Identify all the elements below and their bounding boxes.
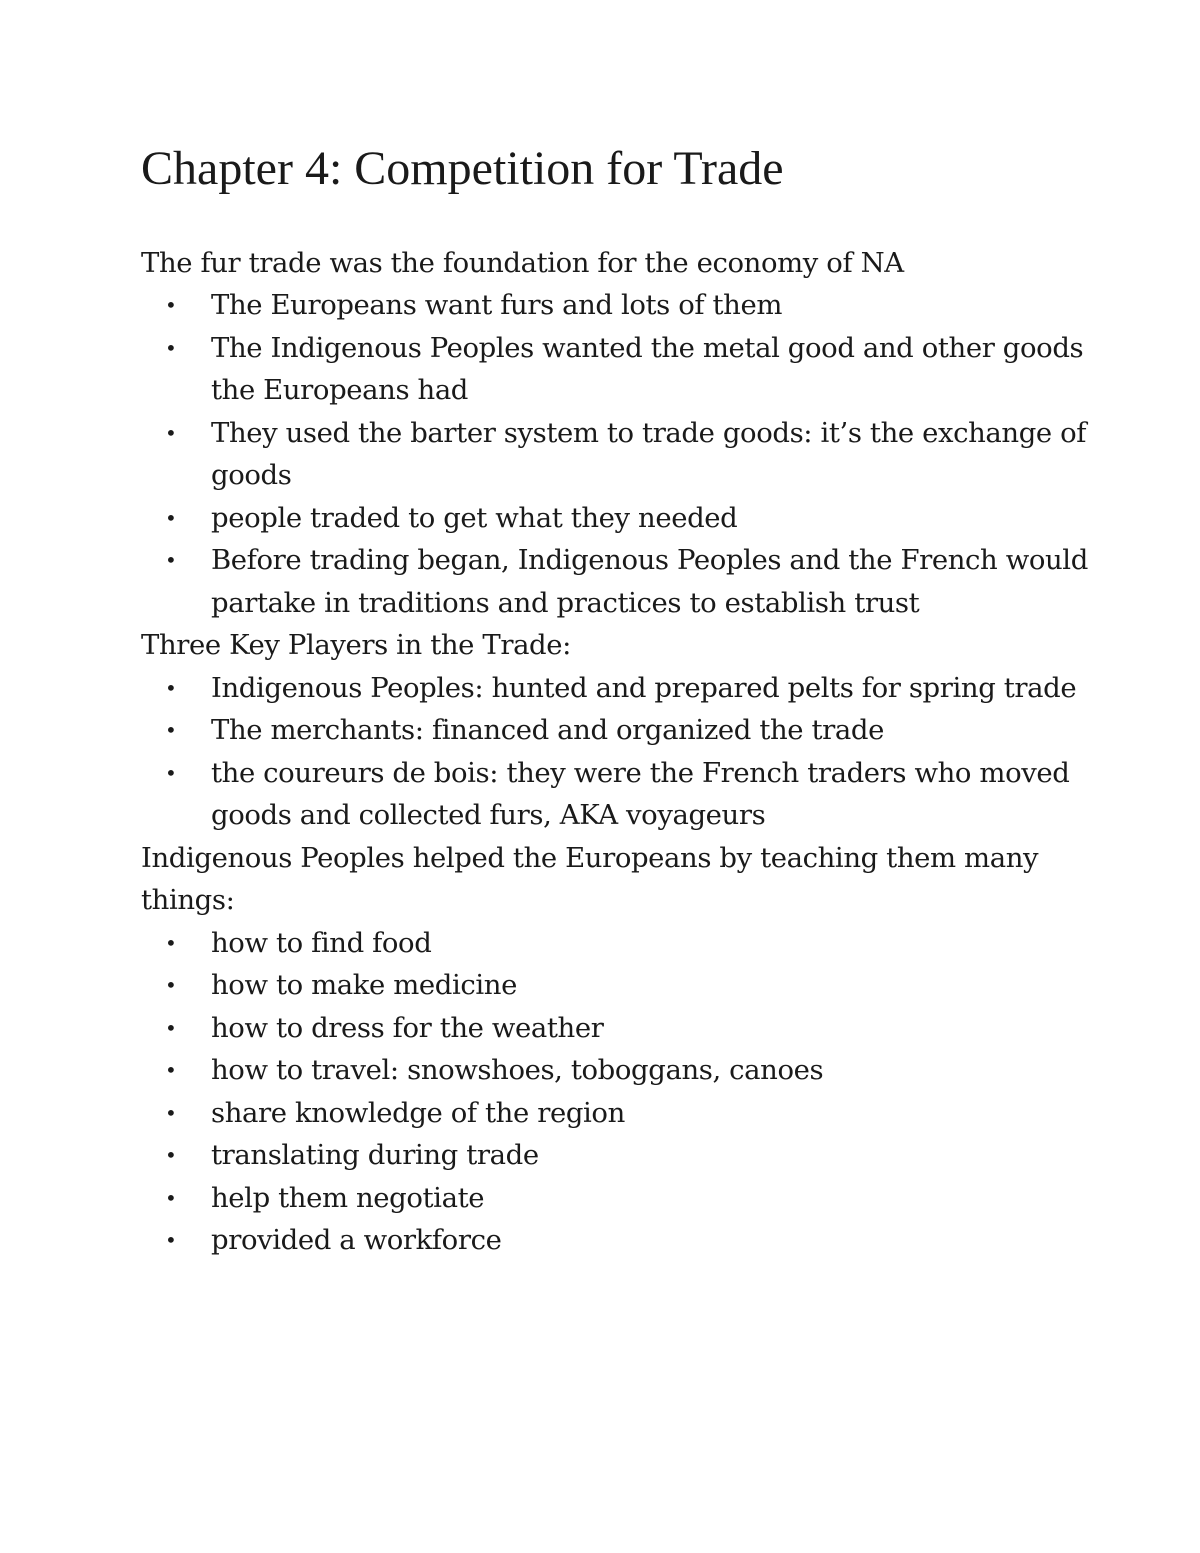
list-item <box>165 1177 1101 1220</box>
list-item-text: help them negotiate <box>211 1181 485 1214</box>
bullet-icon: • <box>165 930 177 955</box>
bullet-icon: • <box>165 335 177 360</box>
list-item <box>165 497 1101 540</box>
list-item <box>165 667 1101 710</box>
bullet-icon: • <box>165 1185 177 1210</box>
bullet-icon: • <box>165 760 177 785</box>
section-intro: Indigenous Peoples helped the Europeans by teaching them many things: <box>141 841 1039 917</box>
section-intro: Three Key Players in the Trade: <box>141 629 572 662</box>
list-item-text: The Europeans want furs and lots of them <box>211 289 783 322</box>
chapter-title: Chapter 4: Competition for Trade <box>141 142 784 195</box>
bullet-icon: • <box>165 1058 177 1083</box>
list-item <box>165 539 1101 624</box>
list-item-text: translating during trade <box>211 1139 539 1172</box>
list-item-text: how to travel: snowshoes, toboggans, canoes <box>211 1054 824 1087</box>
document-page <box>141 140 1101 1262</box>
list-item <box>165 327 1101 412</box>
bullet-list <box>141 667 1101 837</box>
list-item-text: how to find food <box>211 926 432 959</box>
list-item <box>165 964 1101 1007</box>
bullet-icon: • <box>165 548 177 573</box>
list-item-text: The Indigenous Peoples wanted the metal good and other goods the Europeans had <box>211 331 1084 407</box>
section-fur-trade <box>141 242 1101 625</box>
bullet-icon: • <box>165 1015 177 1040</box>
list-item-text: how to dress for the weather <box>211 1011 604 1044</box>
list-item <box>165 752 1101 837</box>
list-item-text: Indigenous Peoples: hunted and prepared pelts for spring trade <box>211 671 1077 704</box>
bullet-icon: • <box>165 675 177 700</box>
section-key-players <box>141 624 1101 837</box>
list-item <box>165 1049 1101 1092</box>
list-item <box>165 284 1101 327</box>
bullet-icon: • <box>165 1100 177 1125</box>
list-item-text: people traded to get what they needed <box>211 501 738 534</box>
list-item-text: provided a workforce <box>211 1224 502 1257</box>
bullet-icon: • <box>165 718 177 743</box>
list-item <box>165 1092 1101 1135</box>
list-item-text: share knowledge of the region <box>211 1096 625 1129</box>
bullet-icon: • <box>165 293 177 318</box>
bullet-icon: • <box>165 1143 177 1168</box>
bullet-icon: • <box>165 420 177 445</box>
list-item <box>165 1219 1101 1262</box>
list-item <box>165 709 1101 752</box>
list-item-text: Before trading began, Indigenous Peoples and the French would partake in traditions and practices to establish trust <box>211 544 1088 619</box>
list-item <box>165 1007 1101 1050</box>
list-item-text: how to make medicine <box>211 969 517 1002</box>
bullet-icon: • <box>165 1228 177 1253</box>
bullet-list <box>141 922 1101 1262</box>
list-item-text: the coureurs de bois: they were the French traders who moved goods and collected furs, AKA voyageurs <box>211 756 1070 832</box>
list-item <box>165 412 1101 497</box>
list-item <box>165 1134 1101 1177</box>
list-item-text: The merchants: financed and organized the trade <box>211 714 884 747</box>
list-item-text: They used the barter system to trade goods: it’s the exchange of goods <box>211 416 1087 492</box>
bullet-icon: • <box>165 973 177 998</box>
list-item <box>165 922 1101 965</box>
bullet-list <box>141 284 1101 624</box>
bullet-icon: • <box>165 505 177 530</box>
section-teachings <box>141 837 1101 1262</box>
section-intro: The fur trade was the foundation for the economy of NA <box>141 246 904 279</box>
